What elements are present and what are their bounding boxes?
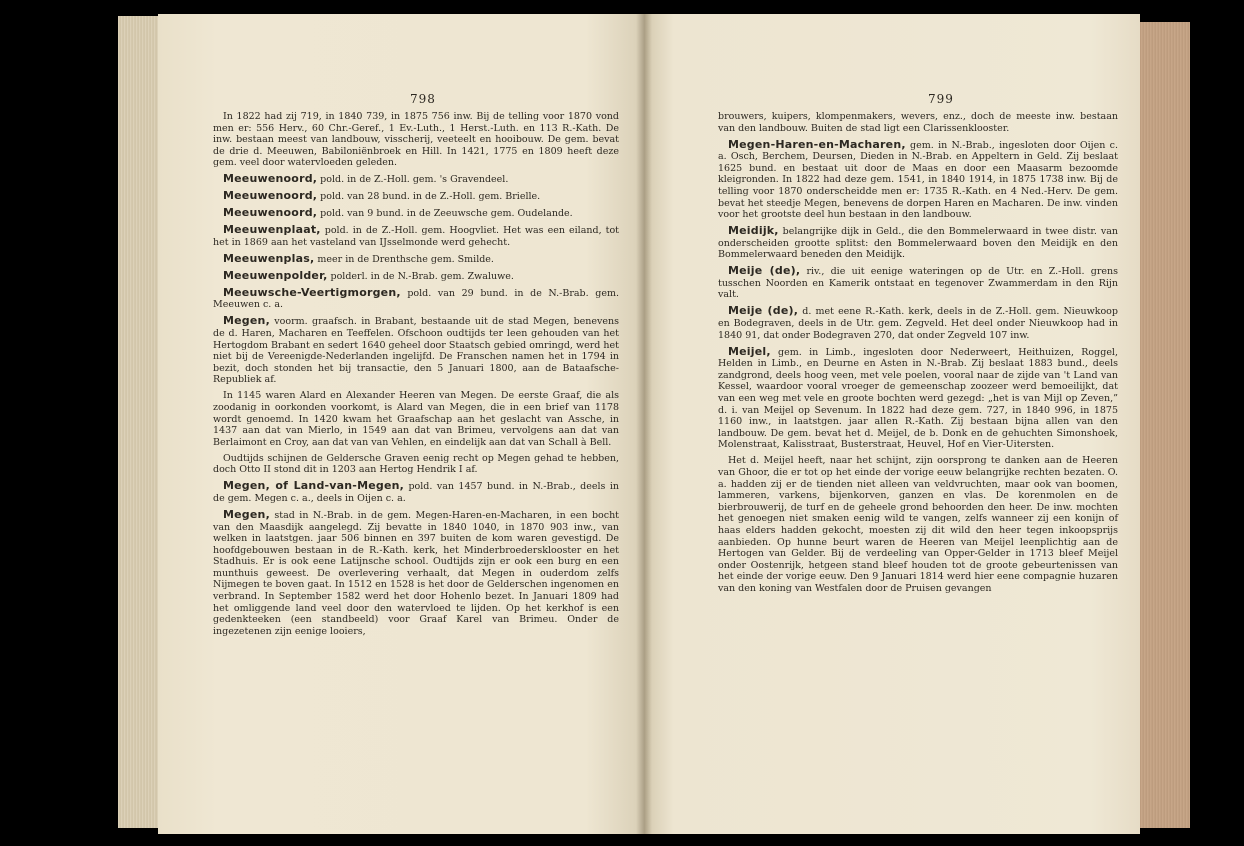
paragraph [213,173,619,186]
entry-text: polderl. in de N.-Brab. gem. Zwaluwe. [327,270,514,282]
entry-text: In 1822 had zij 719, in 1840 739, in 1875 756 inw. Bij de telling voor 1870 vond men er: 556 Herv., 60 Chr.-Geref., 1 Ev.-Luth., 1 Herst.-Luth. en 113 R.-Kath. De inw. bestaan meest van landbouw, visscherij, veeteelt en hooibouw. De gem. bevat de drie d. Meeuwen, Babiloniënbroek en Hill. In 1421, 1775 en 1809 heeft deze gem. veel door watervloeden geleden. [213,111,619,169]
right-page-text [718,111,1118,599]
entry-text: Oudtijds schijnen de Geldersche Graven eenig recht op Megen gehad te hebben, doch Otto II stond dit in 1203 aan Hertog Hendrik I af. [213,452,619,476]
left-page-text [213,111,619,642]
paragraph [213,315,619,386]
entry-headword: Meeuwsche-Veertigmorgen, [223,285,401,299]
entry-text: pold. van 28 bund. in de Z.-Holl. gem. Brielle. [317,191,541,203]
entry-headword: Meidijk, [728,224,779,238]
entry-text: pold. in de Z.-Holl. gem. 's Gravendeel. [317,174,509,186]
entry-headword: Meeuwenpolder, [223,268,328,282]
entry-text: voorm. graafsch. in Brabant, bestaande uit de stad Megen, benevens de d. Haren, Macharen en Teeffelen. Ofschoon oudtijds ter leen gehouden van het Hertogdom Brabant en sedert 1640 geheel door Staatsch gebied omringd, werd het niet bij de Vereenigde-Nederlanden ingelijfd. De Franschen namen het in 1794 in bezit, doch stonden het bij transactie, den 5 Januari 1800, aan de Bataafsche-Republiek af. [213,316,619,386]
paragraph [213,224,619,248]
entry-headword: Megen, of Land-van-Megen, [223,479,405,493]
paragraph [213,390,619,448]
entry-text: d. met eene R.-Kath. kerk, deels in de Z.-Holl. gem. Nieuwkoop en Bodegraven, deels in de Utr. gem. Zegveld. Het deel onder Nieuwkoop had in 1840 91, dat onder Bodegraven 270, dat onder Zegveld 107 inw. [718,306,1118,341]
paragraph [213,480,619,504]
paragraph [213,453,619,476]
left-page-number: 798 [410,92,436,106]
entry-text: pold. van 1457 bund. in N.-Brab., deels in de gem. Megen c. a., deels in Oijen c. a. [213,481,619,504]
entry-headword: Meeuwenoord, [223,172,318,186]
paragraph [213,253,619,266]
entry-text: brouwers, kuipers, klompenmakers, wevers, enz., doch de meeste inw. bestaan van den landbouw. Buiten de stad ligt een Clarissenklooster. [718,111,1118,134]
paragraph [213,270,619,283]
paragraph [718,346,1118,451]
entry-text: pold. van 9 bund. in de Zeeuwsche gem. Oudelande. [317,208,573,220]
open-book [118,14,1190,834]
right-page-edges [1138,22,1190,828]
entry-headword: Meije (de), [728,304,799,318]
entry-text: meer in de Drenthsche gem. Smilde. [314,253,494,265]
paragraph [718,111,1118,134]
paragraph [213,111,619,169]
entry-text: In 1145 waren Alard en Alexander Heeren van Megen. De eerste Graaf, die als zoodanig in oorkonden voorkomt, is Alard van Megen, die in een brief van 1178 wordt genoemd. In 1420 kwam het Graafschap aan het geslacht van Assche, in 1437 aan dat van Mierlo, in 1549 aan dat van Brimeu, vervolgens aan dat van Berlaimont en Croy, aan dat van van Vehlen, en eindelijk aan dat van Schall à Bell. [213,390,619,448]
entry-headword: Meeuwenoord, [223,189,318,203]
entry-text: pold. in de Z.-Holl. gem. Hoogvliet. Het was een eiland, tot het in 1869 aan het vasteland van IJsselmonde werd gehecht. [213,225,619,248]
entry-text: stad in N.-Brab. in de gem. Megen-Haren-en-Macharen, in een bocht van den Maasdijk aangelegd. Zij bevatte in 1840 1040, in 1870 903 inw., van welken in laatstgen. jaar 506 binnen en 397 buiten de kom waren gevestigd. De hoofdgebouwen bestaan in de R.-Kath. kerk, het Minderbroedersklooster en het Stadhuis. Er is ook eene Latijnsche school. Oudtijds zijn er ook een burg en een munthuis geweest. De overlevering verhaalt, dat Megen in ouderdom zelfs Nijmegen te boven gaat. In 1512 en 1528 is het door de Gelderschen ingenomen en verbrand. In September 1582 werd het door Hohenlo bezet. In Januari 1809 had het omliggende land veel door den watervloed te lijden. Op het kerkhof is een gedenkteeken (een standbeeld) voor Graaf Karel van Brimeu. Onder de ingezetenen zijn eenige looiers, [213,509,619,637]
entry-text: pold. van 29 bund. in de N.-Brab. gem. Meeuwen c. a. [213,287,619,311]
paragraph [718,225,1118,261]
book-gutter [636,14,652,834]
entry-headword: Meeuwenoord, [223,206,318,220]
entry-headword: Meeuwenplaat, [223,223,321,237]
entry-headword: Meijel, [728,344,771,358]
paragraph [718,265,1118,301]
paragraph [213,190,619,203]
left-page-edges [118,16,160,828]
paragraph [213,287,619,311]
entry-headword: Meeuwenplas, [223,251,315,265]
paragraph [213,207,619,220]
entry-text: Het d. Meijel heeft, naar het schijnt, zijn oorsprong te danken aan de Heeren van Ghoor, die er tot op het einde der vorige eeuw belangrijke rechten bezaten. O. a. hadden zij er de tienden niet alleen van veldvruchten, maar ook van boomen, lammeren, varkens, bijenkorven, ganzen en vlas. De korenmolen en de bierbrouwerij, de turf en de geheele grond behoorden den heer. De inw. mochten het genoegen niet smaken eenig wild te vangen, zelfs wanneer zij een konijn of haas elders hadden gekocht, moesten zij dit wild den heer tegen inkoopsprijs aanbieden. Op hunne beurt waren de Heeren van Meijel leenplichtig aan de Hertogen van Gelder. Bij de verdeeling van Opper-Gelder in 1713 bleef Meijel onder Oostenrijk, hetgeen stand bleef houden tot de groote gebeurtenissen van het einde der vorige eeuw. Den 9 Januari 1814 werd hier eene compagnie huzaren van den koning van Westfalen door de Pruisen gevangen [718,455,1118,594]
entry-text: riv., die uit eenige wateringen op de Utr. en Z.-Holl. grens tusschen Noorden en Kamerik ontstaat en tegenover Zwammerdam in den Rijn valt. [718,266,1118,301]
entry-headword: Megen, [223,314,270,328]
entry-text: gem. in Limb., ingesloten door Nederweert, Heithuizen, Roggel, Helden in Limb., en Deurne en Asten in N.-Brab. Zij beslaat 1883 bund., deels zandgrond, deels hoog veen, met vele poelen, vooral naar de zijde van 't Land van Kessel, waardoor vooral vroeger de gemeenschap zoozeer werd bemoeilijkt, dat van een weg met vele en groote bochten werd gezegd: „het is van Mijl op Zeven,” d. i. van Meijel op Sevenum. In 1822 had deze gem. 727, in 1840 996, in 1875 1160 inw., in laatstgen. jaar allen R.-Kath. Zij bestaan bijna allen van den landbouw. De gem. bevat het d. Meijel, de b. Donk en de gehuchten Simonshoek, Molenstraat, Kalisstraat, Busterstraat, Heuvel, Hof en Vier-Uitersten. [718,346,1118,451]
entry-headword: Megen, [223,507,270,521]
entry-text: belangrijke dijk in Geld., die den Bommelerwaard in twee distr. van onderscheiden grootte splitst: den Bommelerwaard boven den Meidijk en den Bommelerwaard beneden den Meidijk. [718,226,1118,261]
paragraph [718,455,1118,594]
entry-headword: Meije (de), [728,264,801,278]
left-page [158,14,644,834]
entry-text: gem. in N.-Brab., ingesloten door Oijen c. a. Osch, Berchem, Deursen, Dieden in N.-Brab. en Appeltern in Geld. Zij beslaat 1625 bund. en bestaat uit door de Maas en door een Maasarm bezoomde kleigronden. In 1822 had deze gem. 1541, in 1840 1914, in 1875 1738 inw. Bij de telling voor 1870 onderscheidde men er: 1735 R.-Kath. en 4 Ned.-Herv. De gem. bevat het steedje Megen, benevens de dorpen Haren en Macharen. De inw. vinden voor het grootste deel hun bestaan in den landbouw. [718,139,1118,221]
right-page-number: 799 [928,92,954,106]
paragraph [718,305,1118,341]
entry-headword: Megen-Haren-en-Macharen, [728,137,906,151]
paragraph [718,139,1118,221]
paragraph [213,509,619,638]
right-page [644,14,1140,834]
